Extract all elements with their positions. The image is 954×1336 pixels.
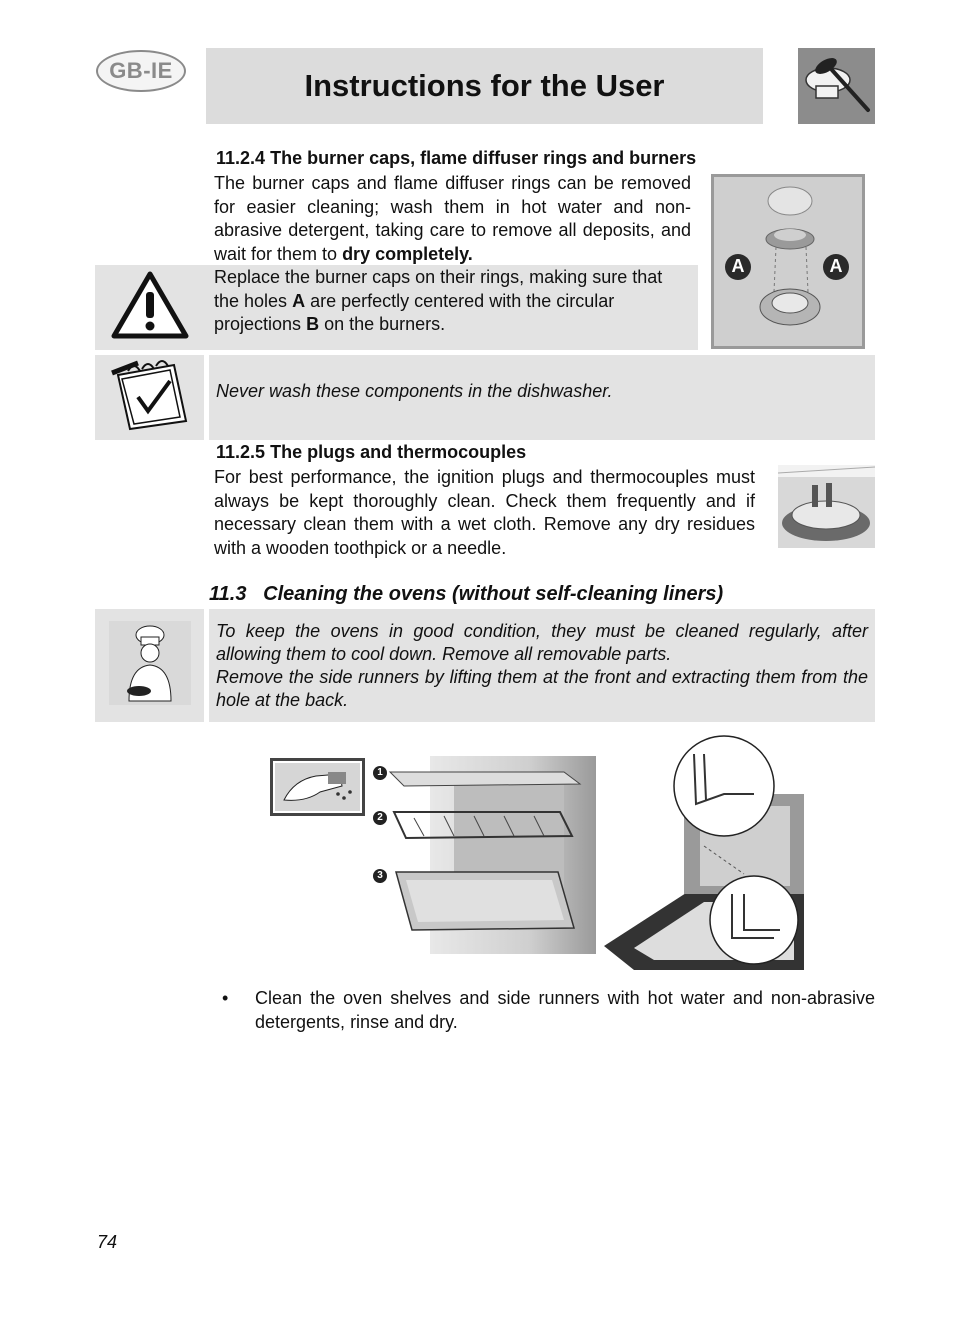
step-number: 3 (377, 870, 383, 881)
section-heading-ovens (209, 583, 723, 606)
step-number: 1 (377, 767, 383, 778)
burner-text: The burner caps and flame diffuser rings can be removed for easier cleaning; wash them in hot water and non-abrasive detergent, taking care to remove all deposits, and wait for them to (214, 173, 691, 264)
oven-note-p2: Remove the side runners by lifting them at the front and extracting them from the hole at the back. (216, 667, 868, 710)
thermocouple-figure (778, 465, 875, 548)
step-number: 2 (377, 812, 383, 823)
section-title: The burner caps, flame diffuser rings and burners (270, 148, 697, 168)
bullet-symbol: • (222, 988, 229, 1008)
region-badge: GB-IE (96, 50, 186, 92)
oven-note-p1: To keep the ovens in good condition, they must be cleaned regularly, after allowing them to cool down. Remove all removable parts. (216, 621, 868, 664)
section-title: Cleaning the ovens (without self-cleaning liners) (263, 583, 724, 605)
cloth-cleaning-figure (270, 758, 365, 816)
figure-label-a-right: A (829, 256, 843, 276)
chef-spoon-icon (798, 48, 875, 124)
page-title-bar (206, 48, 763, 124)
oven-note (216, 620, 868, 712)
hole-label: A (292, 290, 306, 311)
figure-label-a-left: A (731, 256, 745, 276)
burner-text: are perfectly centered with the circular projections (214, 290, 615, 334)
plugs-paragraph: For best performance, the ignition plugs and thermocouples must always be kept thoroughly clean. Check them frequently and if necessary clean them with a wet cloth. Remove any dry residues with a wooden toothpick or a needle. (214, 467, 755, 558)
burner-paragraph-1 (214, 172, 691, 266)
side-runners-figure (604, 734, 806, 970)
section-number: 11.2.5 (216, 442, 266, 462)
section-title: The plugs and thermocouples (270, 442, 527, 462)
section-heading-burner (216, 148, 696, 169)
oven-shelves-figure (384, 752, 596, 954)
warning-triangle-icon (110, 270, 190, 342)
burner-text-bold: dry completely. (342, 243, 473, 264)
burner-text: on the burners. (324, 314, 446, 334)
cleaning-bullet (218, 986, 875, 1034)
burner-paragraph-2 (214, 266, 689, 337)
bullet-text: Clean the oven shelves and side runners with hot water and non-abrasive detergents, rinse and dry. (255, 988, 875, 1032)
projection-label: B (306, 314, 320, 334)
page-title: Instructions for the User (304, 68, 665, 103)
burner-figure (711, 174, 865, 349)
page-number: 74 (97, 1232, 118, 1252)
dishwasher-note: Never wash these components in the dishwasher. (216, 381, 613, 401)
section-number: 11.3 (209, 583, 247, 605)
chef-icon-cell (95, 609, 204, 722)
section-number: 11.2.4 (216, 148, 266, 168)
note-icon-cell (95, 355, 204, 440)
checklist-notepad-icon (108, 357, 192, 438)
burner-text: Replace the burner caps on their rings, making sure that the holes (214, 267, 663, 311)
chef-icon (109, 621, 191, 710)
section-heading-plugs (216, 442, 526, 463)
